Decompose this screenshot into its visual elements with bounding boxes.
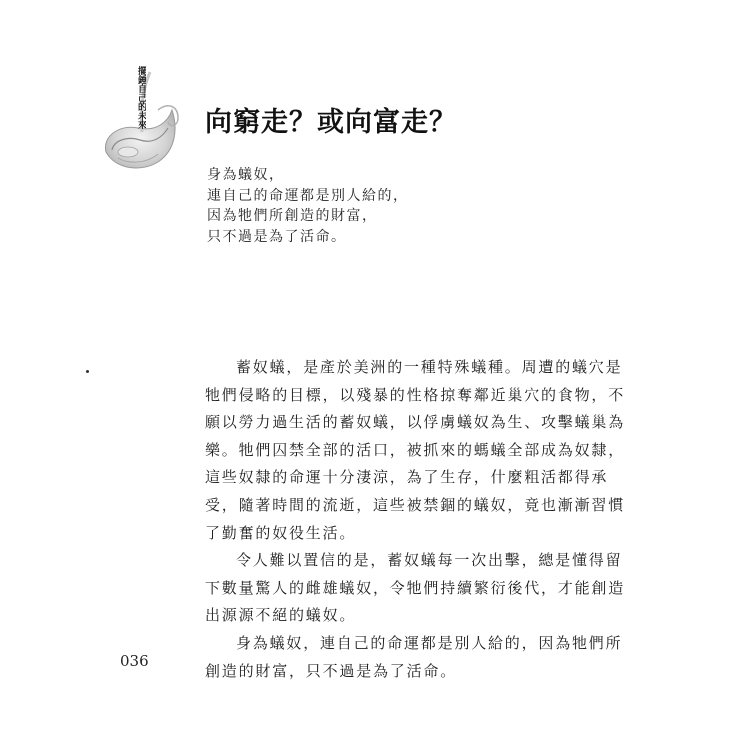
epigraph [207,165,527,247]
body-line: 令人難以置信的是，蓄奴蟻每一次出擊，總是懂得留 [236,551,623,570]
body-line: 牠們侵略的目標，以殘暴的性格掠奪鄰近巢穴的食物，不 [205,385,626,404]
body-line: 下數量驚人的雌雄蟻奴，令牠們持續繁衍後代，才能創造 [205,578,626,597]
body-line: 蓄奴蟻，是產於美洲的一種特殊蟻種。周遭的蟻穴是 [236,358,623,376]
body-line: 願以勞力過生活的蓄奴蟻，以俘虜蟻奴為生、攻擊蟻巢為 [205,413,626,432]
body-line: 創造的財富，只不過是為了活命。 [205,661,458,680]
body-line: 受，隨著時間的流逝，這些被禁錮的蟻奴，竟也漸漸習慣 [205,495,626,514]
series-label: 擺錘自己的未來 [136,66,146,129]
epigraph-line: 因為牠們所創造的財富， [207,208,378,224]
margin-dot [86,370,89,373]
epigraph-line: 連自己的命運都是別人給的， [207,187,409,204]
body-line: 樂。牠們囚禁全部的活口，被抓來的螞蟻全部成為奴隸， [205,440,626,459]
epigraph-line: 只不過是為了活命。 [207,228,347,245]
page-number: 036 [120,652,149,670]
body-text [205,354,626,685]
body-line: 出源源不絕的蟻奴。 [205,606,357,625]
body-line: 這些奴隸的命運十分淒涼，為了生存，什麼粗活都得承 [205,468,609,487]
body-line: 了勤奮的奴役生活。 [205,523,357,542]
page-title: 向窮走？或向富走？ [205,107,457,138]
epigraph-line: 身為蟻奴， [207,167,285,183]
body-line: 身為蟻奴，連自己的命運都是別人給的，因為牠們所 [236,633,623,652]
